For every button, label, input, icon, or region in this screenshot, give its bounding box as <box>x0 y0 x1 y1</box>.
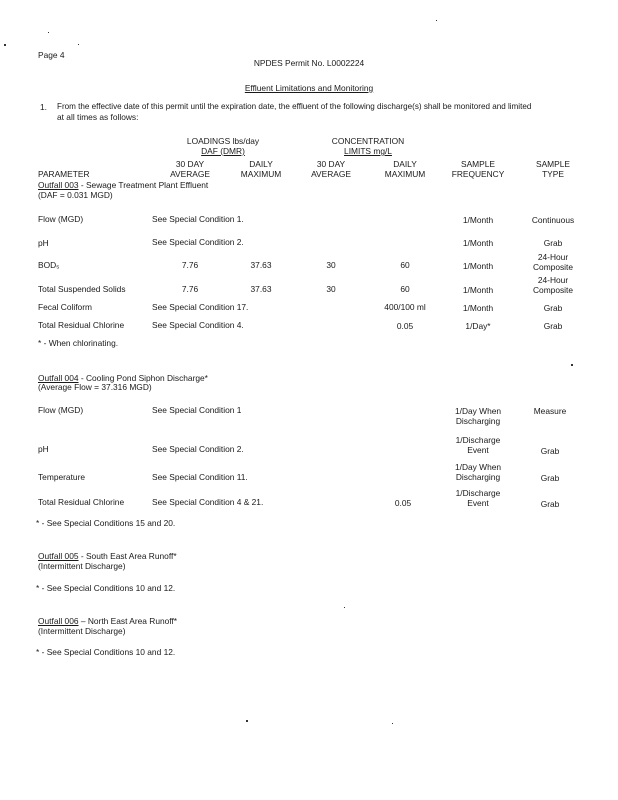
outfall-006-title <box>38 616 177 626</box>
scan-speck <box>4 44 6 46</box>
o3-trc-type: Grab <box>543 321 563 331</box>
o4-flow-type: Measure <box>533 406 567 416</box>
scan-speck <box>571 364 573 366</box>
o5-footnote: * - See Special Conditions 10 and 12. <box>36 583 176 593</box>
header-loadings: LOADINGS lbs/day <box>186 136 260 146</box>
intro-line2: at all times as follows: <box>57 112 139 122</box>
header-parameter: PARAMETER <box>38 169 90 179</box>
header-conc-daily: DAILY <box>393 159 417 169</box>
header-conc-average: AVERAGE <box>311 169 351 179</box>
outfall-004-avg-flow: (Average Flow = 37.316 MGD) <box>38 382 152 392</box>
o4-temp-type: Grab <box>540 473 560 483</box>
o4-footnote: * - See Special Conditions 15 and 20. <box>36 518 176 528</box>
header-sample-type-1: SAMPLE <box>536 159 570 169</box>
outfall-003-label: Outfall 003 <box>38 180 79 190</box>
scan-speck <box>48 32 49 33</box>
header-conc-30day: 30 DAY <box>316 159 346 169</box>
o3-fecal-param: Fecal Coliform <box>38 302 92 312</box>
outfall-006-desc: – North East Area Runoff* <box>78 616 178 626</box>
o3-tss-param: Total Suspended Solids <box>38 284 126 294</box>
o3-trc-freq: 1/Day* <box>465 321 491 331</box>
o3-fecal-limit: See Special Condition 17. <box>152 302 249 312</box>
o3-fecal-type: Grab <box>543 303 563 313</box>
o3-tss-freq: 1/Month <box>462 285 494 295</box>
o4-trc-limit: See Special Condition 4 & 21. <box>152 497 264 507</box>
o3-tss-type-2: Composite <box>532 285 574 295</box>
header-concentration: CONCENTRATION <box>331 136 405 146</box>
scan-speck <box>436 20 437 21</box>
o3-bod-load30: 7.76 <box>181 260 199 270</box>
outfall-004-label: Outfall 004 <box>38 373 79 383</box>
outfall-005-label: Outfall 005 <box>38 551 79 561</box>
o4-flow-param: Flow (MGD) <box>38 405 84 415</box>
outfall-003-title <box>38 180 208 190</box>
o4-ph-freq-1: 1/Discharge <box>455 435 501 445</box>
o3-trc-limit: See Special Condition 4. <box>152 320 244 330</box>
header-conc-maximum: MAXIMUM <box>384 169 426 179</box>
o3-flow-limit: See Special Condition 1. <box>152 214 244 224</box>
o3-tss-load30: 7.76 <box>181 284 199 294</box>
o4-temp-limit: See Special Condition 11. <box>152 472 248 482</box>
o3-ph-param: pH <box>38 238 49 248</box>
o4-trc-freq-1: 1/Discharge <box>455 488 501 498</box>
outfall-006-subtitle: (Intermittent Discharge) <box>38 626 126 636</box>
o4-trc-param: Total Residual Chlorine <box>38 497 125 507</box>
o3-bod-loaddaily: 37.63 <box>250 260 272 270</box>
o4-temp-freq-1: 1/Day When <box>454 462 502 472</box>
scan-speck <box>392 723 393 724</box>
o3-tss-loaddaily: 37.63 <box>250 284 272 294</box>
header-load-average: AVERAGE <box>170 169 210 179</box>
o4-flow-freq-2: Discharging <box>455 416 501 426</box>
o4-temp-param: Temperature <box>38 472 86 482</box>
intro-number: 1. <box>40 102 47 112</box>
o3-tss-concdaily: 60 <box>400 284 410 294</box>
outfall-006-label: Outfall 006 <box>38 616 79 626</box>
header-load-daily: DAILY <box>249 159 273 169</box>
scan-speck <box>246 720 248 722</box>
outfall-005-title <box>38 551 177 561</box>
o3-flow-type: Continuous <box>531 215 575 225</box>
o3-bod-type-2: Composite <box>532 262 574 272</box>
outfall-003-daf: (DAF = 0.031 MGD) <box>38 190 113 200</box>
header-sample-frequency-1: SAMPLE <box>461 159 495 169</box>
o3-flow-freq: 1/Month <box>462 215 494 225</box>
o4-trc-type: Grab <box>540 499 560 509</box>
o3-ph-type: Grab <box>543 238 563 248</box>
o4-ph-limit: See Special Condition 2. <box>152 444 244 454</box>
header-sample-frequency-2: FREQUENCY <box>451 169 505 179</box>
o3-footnote: * - When chlorinating. <box>38 338 119 348</box>
outfall-005-desc: - South East Area Runoff* <box>78 551 177 561</box>
o3-trc-param: Total Residual Chlorine <box>38 320 125 330</box>
o3-bod-conc30: 30 <box>326 260 336 270</box>
o4-trc-freq-2: Event <box>467 498 489 508</box>
o4-ph-freq-2: Event <box>467 445 489 455</box>
o3-tss-conc30: 30 <box>326 284 336 294</box>
outfall-003-desc: - Sewage Treatment Plant Effluent <box>78 180 209 190</box>
scan-speck <box>78 44 79 45</box>
o4-temp-freq-2: Discharging <box>455 472 501 482</box>
o3-bod-freq: 1/Month <box>462 261 494 271</box>
outfall-004-desc: - Cooling Pond Siphon Discharge* <box>78 373 208 383</box>
header-load-maximum: MAXIMUM <box>240 169 282 179</box>
section-title: Effluent Limitations and Monitoring <box>244 83 374 93</box>
o6-footnote: * - See Special Conditions 10 and 12. <box>36 647 176 657</box>
o3-tss-type-1: 24-Hour <box>537 275 569 285</box>
permit-title: NPDES Permit No. L0002224 <box>253 58 365 68</box>
o3-ph-limit: See Special Condition 2. <box>152 237 244 247</box>
o3-fecal-freq: 1/Month <box>462 303 494 313</box>
scan-speck <box>344 607 345 608</box>
header-loadings-daf: DAF (DMR) <box>201 146 245 156</box>
o4-ph-param: pH <box>38 444 49 454</box>
o3-ph-freq: 1/Month <box>462 238 494 248</box>
o4-flow-freq-1: 1/Day When <box>454 406 502 416</box>
o4-flow-limit: See Special Condition 1 <box>152 405 242 415</box>
o3-trc-concdaily: 0.05 <box>396 321 414 331</box>
header-sample-type-2: TYPE <box>542 169 564 179</box>
o4-ph-type: Grab <box>540 446 560 456</box>
o3-fecal-concdaily: 400/100 ml <box>384 302 426 312</box>
page-label: Page 4 <box>38 50 65 60</box>
o3-bod-concdaily: 60 <box>400 260 410 270</box>
header-limits: LIMITS mg/L <box>344 146 392 156</box>
intro-line1: From the effective date of this permit until the expiration date, the effluent of the following discharge(s) shall be monitored and limited <box>57 102 532 111</box>
outfall-005-subtitle: (Intermittent Discharge) <box>38 561 126 571</box>
o3-flow-param: Flow (MGD) <box>38 214 84 224</box>
o3-bod-param: BOD₅ <box>38 260 60 270</box>
header-load-30day: 30 DAY <box>175 159 205 169</box>
o3-bod-type-1: 24-Hour <box>537 252 569 262</box>
o4-trc-conc: 0.05 <box>394 498 412 508</box>
